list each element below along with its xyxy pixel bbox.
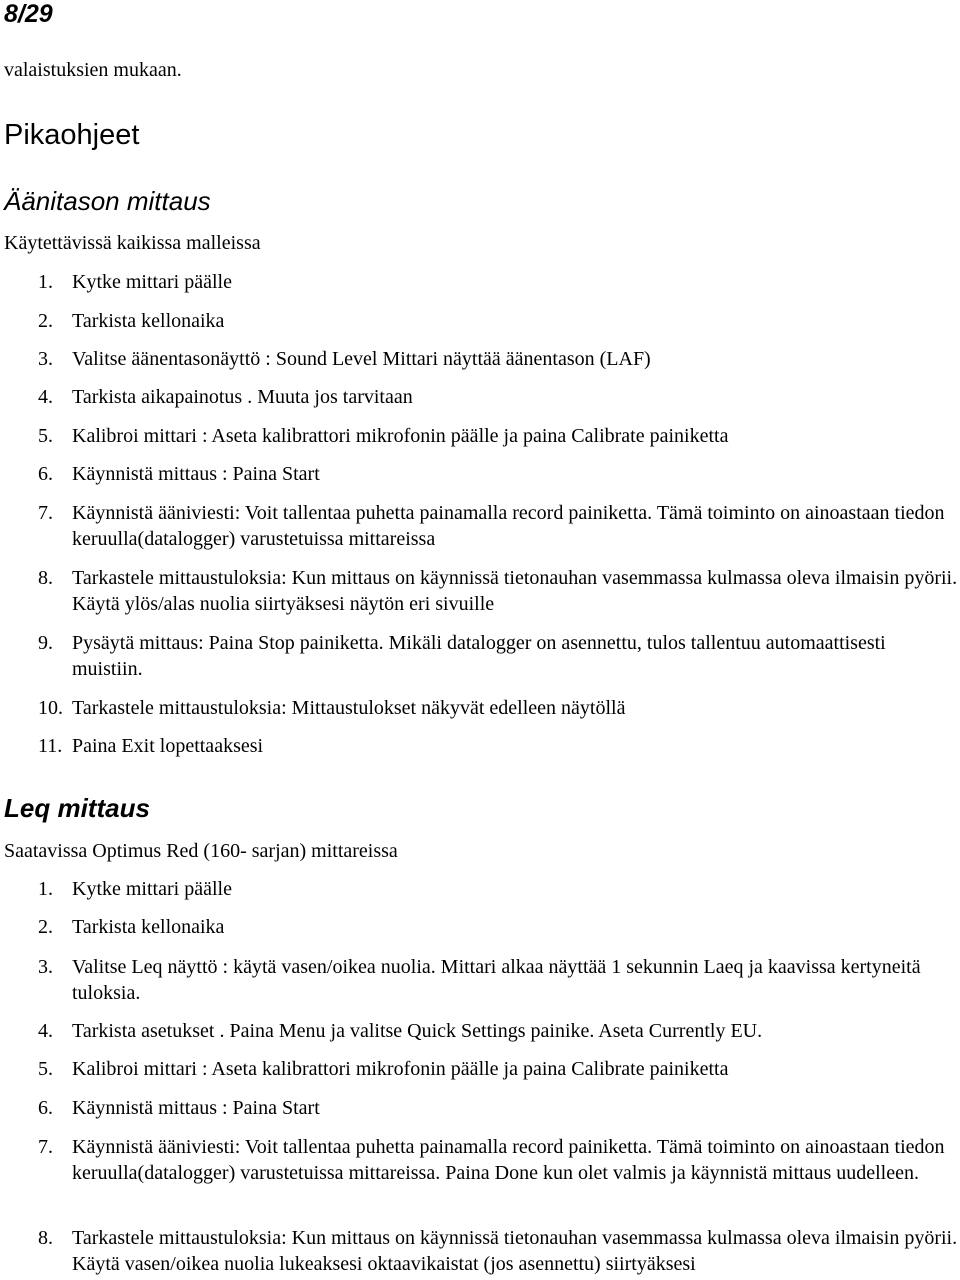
list-item-number: 4. [38,386,53,408]
list-item-number: 6. [38,463,53,485]
list-item: Kytke mittari päälle [72,878,232,900]
list-item: Valitse äänentasonäyttö : Sound Level Mittari näyttää äänentason (LAF) [72,348,651,370]
list-item: Käynnistä ääniviesti: Voit tallentaa puhetta painamalla record painiketta. Tämä toiminto on ainoastaan tiedon keruulla(datalogger) varustetuissa mittareissa. Paina Done kun olet valmis ja käynnistä mittaus uudelleen. [72,1136,945,1184]
section-subtitle-leq: Saatavissa Optimus Red (160- sarjan) mittareissa [4,840,398,862]
list-item: Tarkista kellonaika [72,310,225,332]
list-item: Tarkista kellonaika [72,916,225,938]
list-item-number: 6. [38,1097,53,1119]
section-heading-sound-level: Äänitason mittaus [4,186,211,216]
list-item-number: 4. [38,1020,53,1042]
intro-fragment: valaistuksien mukaan. [4,59,182,81]
list-item-number: 5. [38,1058,53,1080]
list-item: Tarkista asetukset . Paina Menu ja valitse Quick Settings painike. Aseta Currently EU. [72,1020,763,1042]
list-item-number: 11. [38,735,63,757]
list-item: Käynnistä ääniviesti: Voit tallentaa puhetta painamalla record painiketta. Tämä toiminto on ainoastaan tiedon keruulla(datalogger) varustetuissa mittareissa [72,502,945,550]
section-subtitle-sound-level: Käytettävissä kaikissa malleissa [4,232,261,254]
list-item-number: 10. [38,697,63,719]
list-item-number: 7. [38,502,53,524]
list-item-number: 8. [38,1227,53,1249]
list-item: Käynnistä mittaus : Paina Start [72,463,320,485]
page-title: Pikaohjeet [4,119,140,151]
list-item: Käynnistä mittaus : Paina Start [72,1097,320,1119]
list-item-number: 2. [38,310,53,332]
list-item: Valitse Leq näyttö : käytä vasen/oikea nuolia. Mittari alkaa näyttää 1 sekunnin Laeq ja kaavissa kertyneitä tuloksia. [72,956,921,1004]
list-item: Tarkastele mittaustuloksia: Mittaustulokset näkyvät edelleen näytöllä [72,697,626,719]
list-item: Paina Exit lopettaaksesi [72,735,264,757]
list-item-number: 2. [38,916,53,938]
section-heading-leq: Leq mittaus [4,793,150,823]
list-item-number: 3. [38,956,53,978]
list-item-number: 3. [38,348,53,370]
list-item-number: 5. [38,425,53,447]
list-item: Kytke mittari päälle [72,271,232,293]
list-item-number: 1. [38,271,53,293]
page-number: 8/29 [4,0,53,28]
list-item: Tarkastele mittaustuloksia: Kun mittaus on käynnissä tietonauhan vasemmassa kulmassa oleva ilmaisin pyörii. Käytä vasen/oikea nuolia lukeaksesi oktaavikaistat (jos asennettu) siirtyäksesi [72,1227,958,1275]
list-item: Kalibroi mittari : Aseta kalibrattori mikrofonin päälle ja paina Calibrate painiketta [72,425,729,447]
list-item-number: 7. [38,1136,53,1158]
list-item-number: 8. [38,567,53,589]
list-item: Kalibroi mittari : Aseta kalibrattori mikrofonin päälle ja paina Calibrate painiketta [72,1058,729,1080]
list-item: Tarkista aikapainotus . Muuta jos tarvitaan [72,386,413,408]
list-item-number: 1. [38,878,53,900]
list-item: Tarkastele mittaustuloksia: Kun mittaus on käynnissä tietonauhan vasemmassa kulmassa oleva ilmaisin pyörii. Käytä ylös/alas nuolia siirtyäksesi näytön eri sivuille [72,567,958,615]
list-item: Pysäytä mittaus: Paina Stop painiketta. Mikäli datalogger on asennettu, tulos tallentuu automaattisesti muistiin. [72,632,886,680]
list-item-number: 9. [38,632,53,654]
